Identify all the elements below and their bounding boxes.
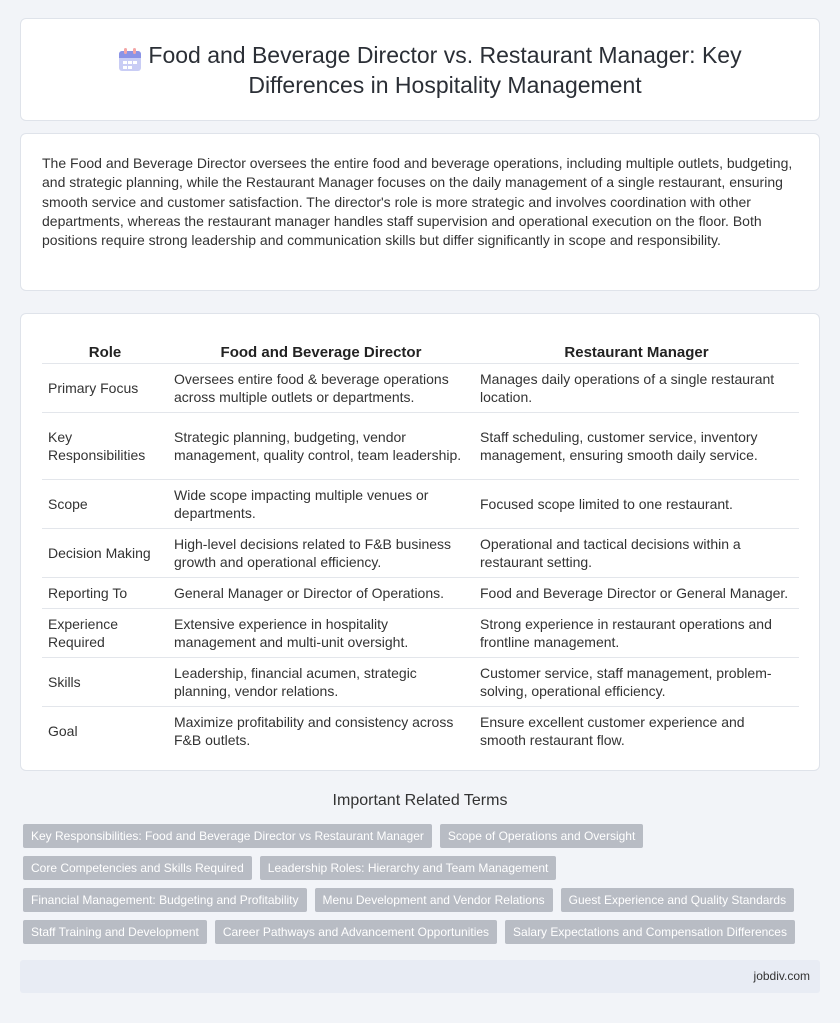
- related-terms-heading: Important Related Terms: [332, 792, 508, 809]
- row-role: Scope: [42, 479, 168, 528]
- footer: [20, 960, 820, 993]
- table-row: [42, 657, 799, 706]
- row-role: Reporting To: [42, 577, 168, 608]
- footer-site-link[interactable]: jobdiv.com: [753, 969, 810, 983]
- column-header-role: Role: [88, 343, 122, 361]
- row-manager: Ensure excellent customer experience and smooth restaurant flow.: [474, 706, 799, 755]
- row-manager: Food and Beverage Director or General Manager.: [474, 577, 799, 608]
- column-header-director: Food and Beverage Director: [220, 343, 422, 361]
- table-row: [42, 608, 799, 657]
- term-row: [23, 824, 823, 848]
- row-manager: Operational and tactical decisions within a restaurant setting.: [474, 528, 799, 577]
- term-row: [23, 920, 823, 944]
- row-role: Goal: [42, 706, 168, 755]
- row-director: Maximize profitability and consistency across F&B outlets.: [168, 706, 474, 755]
- comparison-card: [20, 313, 820, 771]
- intro-paragraph: The Food and Beverage Director oversees the entire food and beverage operations, including multiple outlets, budgeting, and strategic planning, while the Restaurant Manager focuses on the daily management of a single restaurant, ensuring smooth service and customer satisfaction. The director's role is more strategic and involves coordination with other departments, whereas the restaurant manager handles staff supervision and operational execution on the floor. Both positions require strong leadership and communication skills but differ significantly in scope and responsibility.: [42, 155, 793, 249]
- row-manager: Customer service, staff management, problem-solving, operational efficiency.: [474, 657, 799, 706]
- term-tag[interactable]: Staff Training and Development: [23, 920, 207, 944]
- table-row: [42, 706, 799, 755]
- row-director: Strategic planning, budgeting, vendor management, quality control, team leadership.: [168, 412, 474, 479]
- related-terms: [23, 824, 823, 952]
- row-role: Decision Making: [42, 528, 168, 577]
- row-director: General Manager or Director of Operations.: [168, 577, 474, 608]
- column-header-manager: Restaurant Manager: [564, 343, 709, 361]
- term-tag[interactable]: Scope of Operations and Oversight: [440, 824, 643, 848]
- row-role: Experience Required: [42, 608, 168, 657]
- row-director: Extensive experience in hospitality management and multi-unit oversight.: [168, 608, 474, 657]
- row-director: High-level decisions related to F&B business growth and operational efficiency.: [168, 528, 474, 577]
- term-tag[interactable]: Career Pathways and Advancement Opportunities: [215, 920, 497, 944]
- row-manager: Staff scheduling, customer service, inventory management, ensuring smooth daily service.: [474, 412, 799, 479]
- term-row: [23, 888, 823, 912]
- term-tag[interactable]: Guest Experience and Quality Standards: [561, 888, 794, 912]
- row-role: Primary Focus: [42, 363, 168, 412]
- row-role: Skills: [42, 657, 168, 706]
- table-row: [42, 363, 799, 412]
- row-manager: Manages daily operations of a single restaurant location.: [474, 363, 799, 412]
- term-tag[interactable]: Financial Management: Budgeting and Profitability: [23, 888, 307, 912]
- comparison-table: [42, 334, 799, 755]
- term-tag[interactable]: Core Competencies and Skills Required: [23, 856, 252, 880]
- intro-card: [20, 133, 820, 291]
- term-tag[interactable]: Salary Expectations and Compensation Differences: [505, 920, 795, 944]
- row-director: Oversees entire food & beverage operations across multiple outlets or departments.: [168, 363, 474, 412]
- row-manager: Strong experience in restaurant operations and frontline management.: [474, 608, 799, 657]
- row-director: Wide scope impacting multiple venues or departments.: [168, 479, 474, 528]
- term-row: [23, 856, 823, 880]
- term-tag[interactable]: Key Responsibilities: Food and Beverage Director vs Restaurant Manager: [23, 824, 432, 848]
- term-tag[interactable]: Leadership Roles: Hierarchy and Team Management: [260, 856, 557, 880]
- row-manager: Focused scope limited to one restaurant.: [474, 479, 799, 528]
- table-row: [42, 577, 799, 608]
- table-row: [42, 479, 799, 528]
- row-role: Key Responsibilities: [42, 412, 168, 479]
- table-header-row: [42, 334, 799, 363]
- header-card: [20, 18, 820, 121]
- term-tag[interactable]: Menu Development and Vendor Relations: [315, 888, 553, 912]
- row-director: Leadership, financial acumen, strategic planning, vendor relations.: [168, 657, 474, 706]
- table-row: [42, 528, 799, 577]
- table-row: [42, 412, 799, 479]
- page-title: Food and Beverage Director vs. Restaurant Manager: Key Differences in Hospitality Management: [148, 41, 742, 98]
